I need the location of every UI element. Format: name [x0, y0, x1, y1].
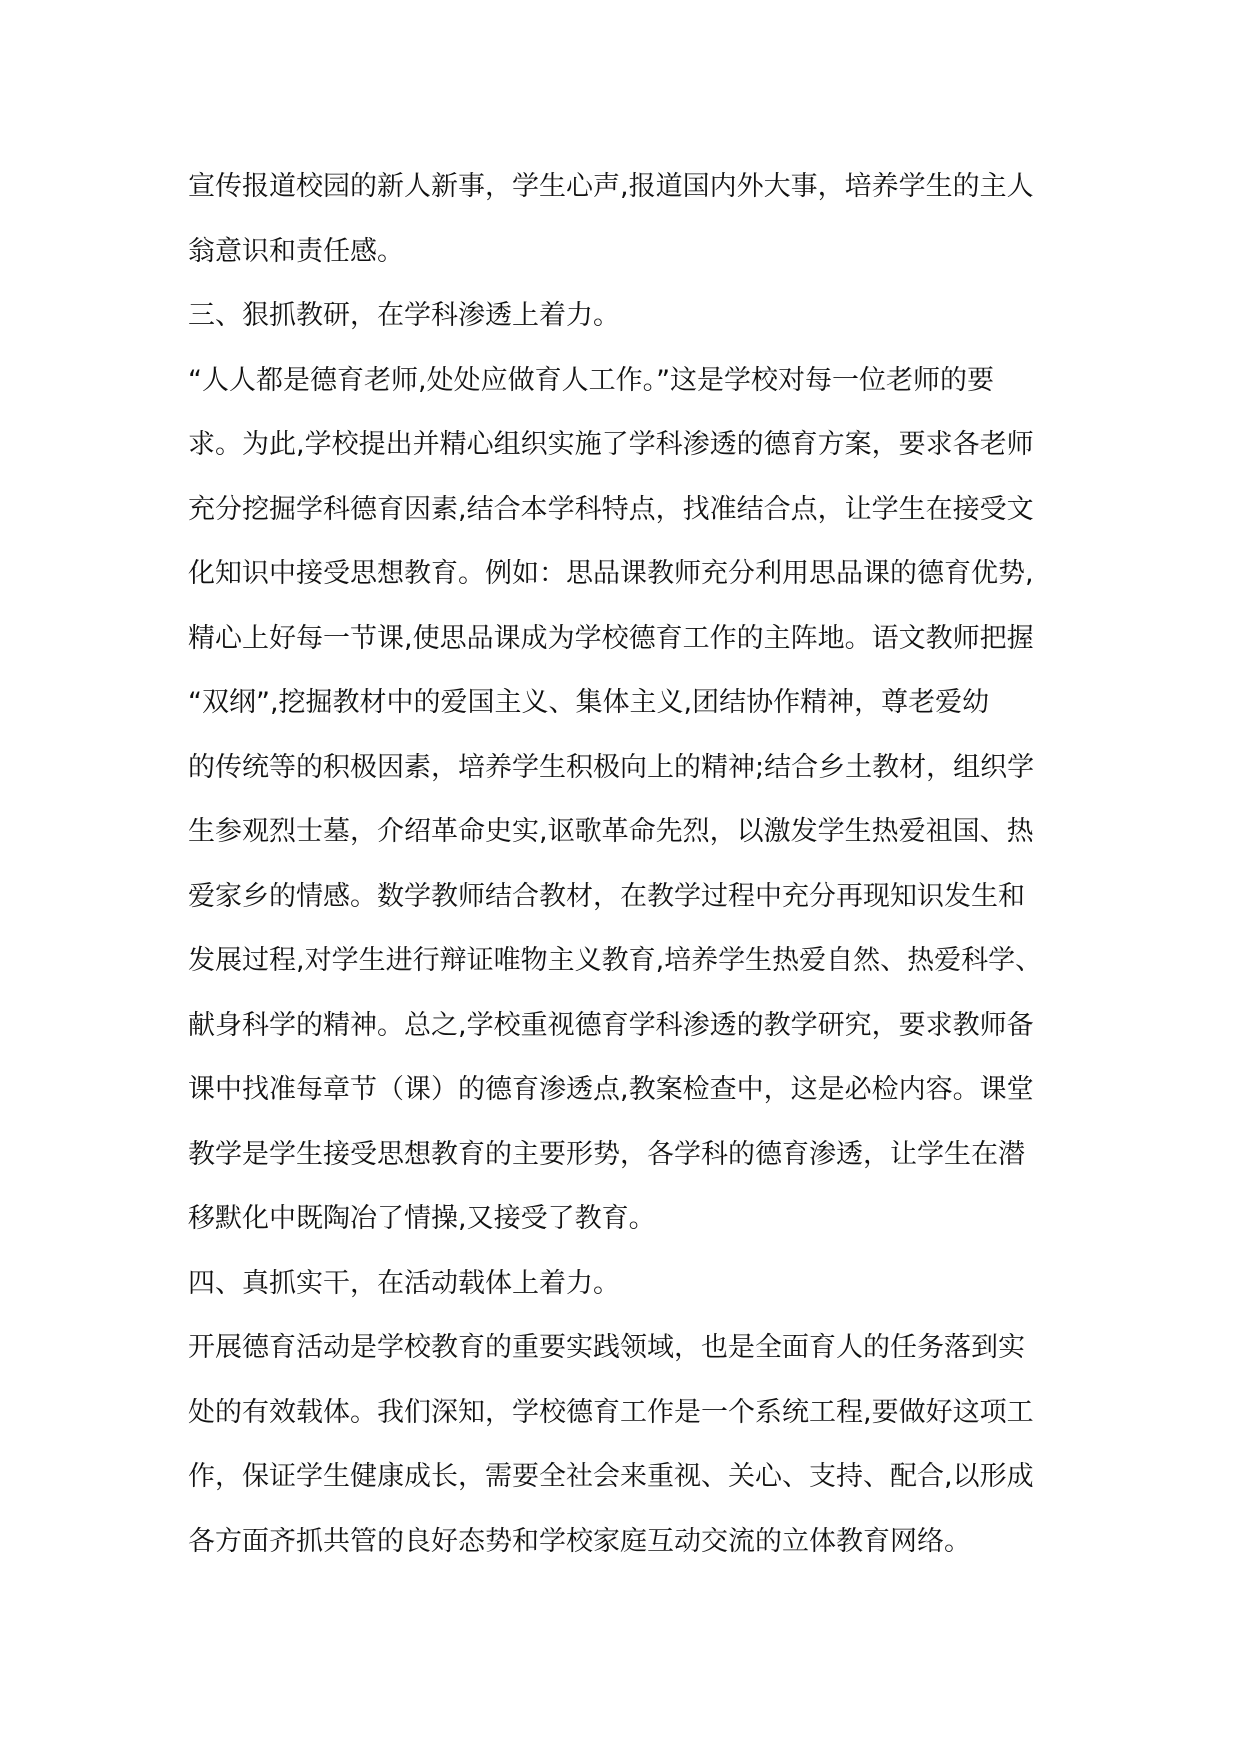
text-line: 求。为此,学校提出并精心组织实施了学科渗透的德育方案，要求各老师: [188, 429, 1034, 460]
text-line: 爱家乡的情感。数学教师结合教材，在教学过程中充分再现知识发生和: [188, 880, 1025, 912]
text-line: 发展过程,对学生进行辩证唯物主义教育,培养学生热爱自然、热爱科学、: [188, 945, 1043, 976]
section-heading: 四、真抓实干，在活动载体上着力。: [188, 1267, 620, 1299]
text-line: 生参观烈士墓，介绍革命史实,讴歌革命先烈，以激发学生热爱祖国、热: [188, 816, 1034, 847]
text-line: 教学是学生接受思想教育的主要形势，各学科的德育渗透，让学生在潜: [188, 1138, 1025, 1170]
text-line: 作，保证学生健康成长，需要全社会来重视、关心、支持、配合,以形成: [188, 1461, 1034, 1492]
text-line: “人人都是德育老师,处处应做育人工作。”这是学校对每一位老师的要: [188, 364, 995, 396]
text-line: 翁意识和责任感。: [188, 235, 404, 267]
text-line: 化知识中接受思想教育。例如：思品课教师充分利用思品课的德育优势,: [188, 558, 1034, 589]
text-line: 充分挖掘学科德育因素,结合本学科特点，找准结合点，让学生在接受文: [188, 493, 1034, 525]
text-line: 各方面齐抓共管的良好态势和学校家庭互动交流的立体教育网络。: [188, 1525, 971, 1557]
section-heading: 三、狠抓教研，在学科渗透上着力。: [188, 300, 620, 331]
text-line: 的传统等的积极因素，培养学生积极向上的精神;结合乡土教材，组织学: [188, 751, 1035, 783]
text-line: “双纲”,挖掘教材中的爱国主义、集体主义,团结协作精神，尊老爱幼: [188, 687, 990, 718]
text-line: 开展德育活动是学校教育的重要实践领域，也是全面育人的任务落到实: [188, 1332, 1025, 1363]
text-line: 精心上好每一节课,使思品课成为学校德育工作的主阵地。语文教师把握: [188, 622, 1034, 654]
text-line: 献身科学的精神。总之,学校重视德育学科渗透的教学研究，要求教师备: [188, 1009, 1034, 1041]
text-line: 移默化中既陶冶了情操,又接受了教育。: [188, 1203, 656, 1234]
text-line: 课中找准每章节（课）的德育渗透点,教案检查中，这是必检内容。课堂: [188, 1074, 1034, 1105]
body-text: [188, 155, 1068, 1574]
text-line: 处的有效载体。我们深知，学校德育工作是一个系统工程,要做好这项工: [188, 1396, 1034, 1428]
text-line: 宣传报道校园的新人新事，学生心声,报道国内外大事，培养学生的主人: [188, 171, 1034, 202]
